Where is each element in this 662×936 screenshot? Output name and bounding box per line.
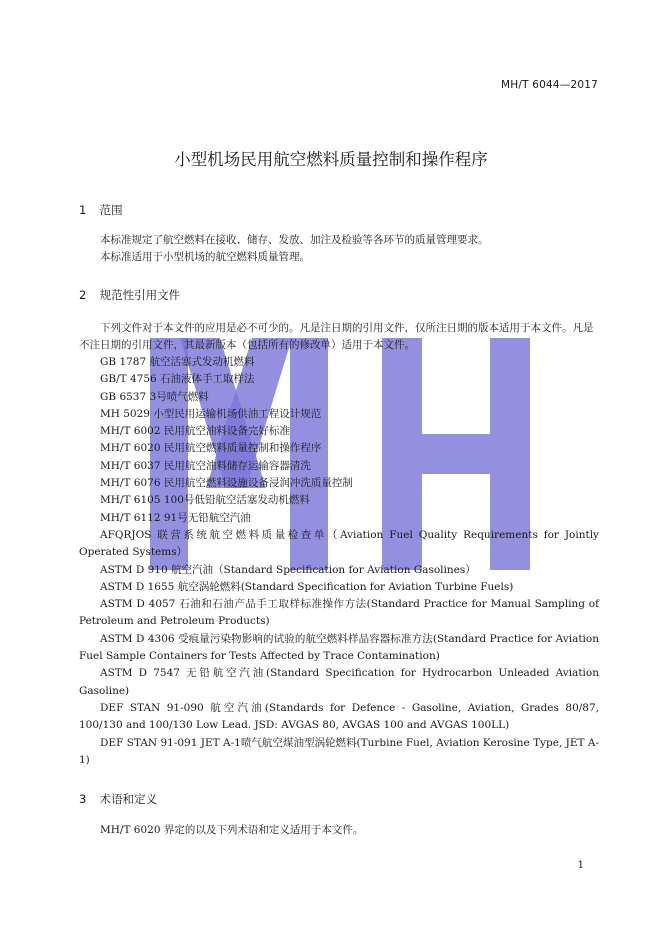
reference-item (79, 579, 599, 596)
reference-title: 民用航空燃料设施设备浸润冲洗质量控制 (163, 477, 353, 490)
reference-item (79, 700, 599, 735)
section-number: 3 (79, 792, 87, 806)
paragraph: 本标准适用于小型机场的航空燃料质量管理。 (100, 251, 310, 264)
reference-item (79, 389, 599, 406)
reference-code: ASTM D 4057 (100, 598, 176, 611)
reference-title: 石油液体手工取样法 (160, 373, 255, 386)
reference-item (79, 596, 599, 631)
reference-code: MH/T 6037 (100, 459, 161, 472)
reference-item (79, 406, 599, 423)
reference-code: GB 1787 (100, 356, 147, 368)
reference-title: 航空活塞式发动机燃料 (149, 356, 255, 368)
reference-code: GB 6537 (100, 390, 147, 403)
reference-code: DEF STAN 91-091 (100, 736, 198, 749)
reference-code: ASTM D 7547 (100, 667, 180, 680)
reference-code: MH/T 6020 (100, 442, 161, 455)
reference-code: MH/T 6002 (100, 425, 161, 438)
reference-code: AFQRJOS (100, 528, 152, 541)
reference-title: 100号低铅航空活塞发动机燃料 (163, 494, 310, 507)
reference-item (79, 665, 599, 700)
reference-item (79, 423, 599, 440)
reference-title: 民用航空油料设备完好标准 (163, 425, 290, 438)
reference-title: 小型民用运输机场供油工程设计规范 (153, 407, 322, 420)
reference-code: ASTM D 4306 (100, 632, 175, 645)
section-title: 范围 (99, 203, 123, 217)
reference-code: ASTM D 1655 (100, 580, 175, 593)
reference-code: DEF STAN 91-090 (100, 701, 204, 714)
paragraph: 下列文件对于本文件的应用是必不可少的。凡是注日期的引用文件，仅所注日期的版本适用于本文件。凡是不注日期的引用文件，其最新版本（包括所有的修改单）适用于本文件。 (79, 322, 594, 352)
reference-title: JET A-1喷气航空煤油型涡轮燃料(Turbine Fuel, Aviation Kerosine Type, JET A-1) (79, 736, 600, 766)
reference-item (79, 458, 599, 475)
section-3-heading (79, 791, 157, 807)
document-code: MH/T 6044—2017 (501, 79, 598, 91)
reference-code: MH 5029 (100, 407, 150, 420)
reference-item (79, 475, 599, 492)
section-1-body (79, 232, 599, 267)
reference-item (79, 371, 599, 388)
reference-item (79, 527, 599, 562)
reference-title: 航空涡轮燃料(Standard Specification for Aviation Turbine Fuels) (177, 580, 514, 593)
reference-item (79, 492, 599, 509)
section-2-heading (79, 287, 180, 303)
reference-title: 航空汽油(Standards for Defence - Gasoline, Aviation, Grades 80/87, 100/130 and 100/130 Low Lead. JSD: AVGAS 80, AVGAS 100 and AVGAS 100LL) (79, 701, 599, 732)
reference-item (79, 510, 599, 527)
paragraph: MH/T 6020 界定的以及下列术语和定义适用于本文件。 (100, 824, 364, 836)
reference-item (79, 440, 599, 457)
reference-item (79, 631, 599, 666)
reference-title: 石油和石油产品手工取样标准操作方法(Standard Practice for Manual Sampling of Petroleum and Petroleum Products) (79, 598, 599, 628)
section-title: 术语和定义 (99, 792, 158, 806)
reference-code: GB/T 4756 (100, 373, 157, 386)
reference-title: 航空汽油（Standard Specification for Aviation Gasolines） (171, 563, 476, 576)
paragraph: 本标准规定了航空燃料在接收、储存、发放、加注及检验等各环节的质量管理要求。 (100, 234, 489, 246)
section-1-heading (79, 202, 123, 218)
reference-title: 91号无铅航空汽油 (163, 511, 251, 524)
reference-code: MH/T 6105 (100, 494, 161, 507)
reference-list (79, 354, 599, 769)
reference-item (79, 562, 599, 579)
reference-title: 受痕量污染物影响的试验的航空燃料样品容器标准方法(Standard Practice for Aviation Fuel Sample Containers for Tests Affected by Trace Contamination) (79, 632, 599, 663)
reference-item (79, 735, 599, 770)
page-number: 1 (577, 860, 584, 871)
section-number: 2 (79, 288, 87, 302)
section-number: 1 (79, 203, 87, 217)
reference-code: ASTM D 910 (100, 563, 168, 576)
reference-item (79, 354, 599, 371)
section-3-body (79, 822, 599, 839)
reference-code: MH/T 6076 (100, 477, 161, 490)
document-title: 小型机场民用航空燃料质量控制和操作程序 (174, 150, 488, 169)
reference-title: 3号喷气燃料 (149, 390, 209, 403)
reference-title: 民用航空燃料质量控制和操作程序 (163, 442, 322, 455)
reference-title: 民用航空油料储存运输容器清洗 (163, 459, 311, 472)
reference-code: MH/T 6112 (100, 511, 161, 524)
reference-title: 无铅航空汽油(Standard Specification for Hydrocarbon Unleaded Aviation Gasoline) (79, 667, 599, 697)
section-2-intro (79, 320, 599, 355)
section-title: 规范性引用文件 (99, 288, 181, 302)
reference-title: 联营系统航空燃料质量检查单（Aviation Fuel Quality Requirements for Jointly Operated Systems） (79, 528, 599, 559)
